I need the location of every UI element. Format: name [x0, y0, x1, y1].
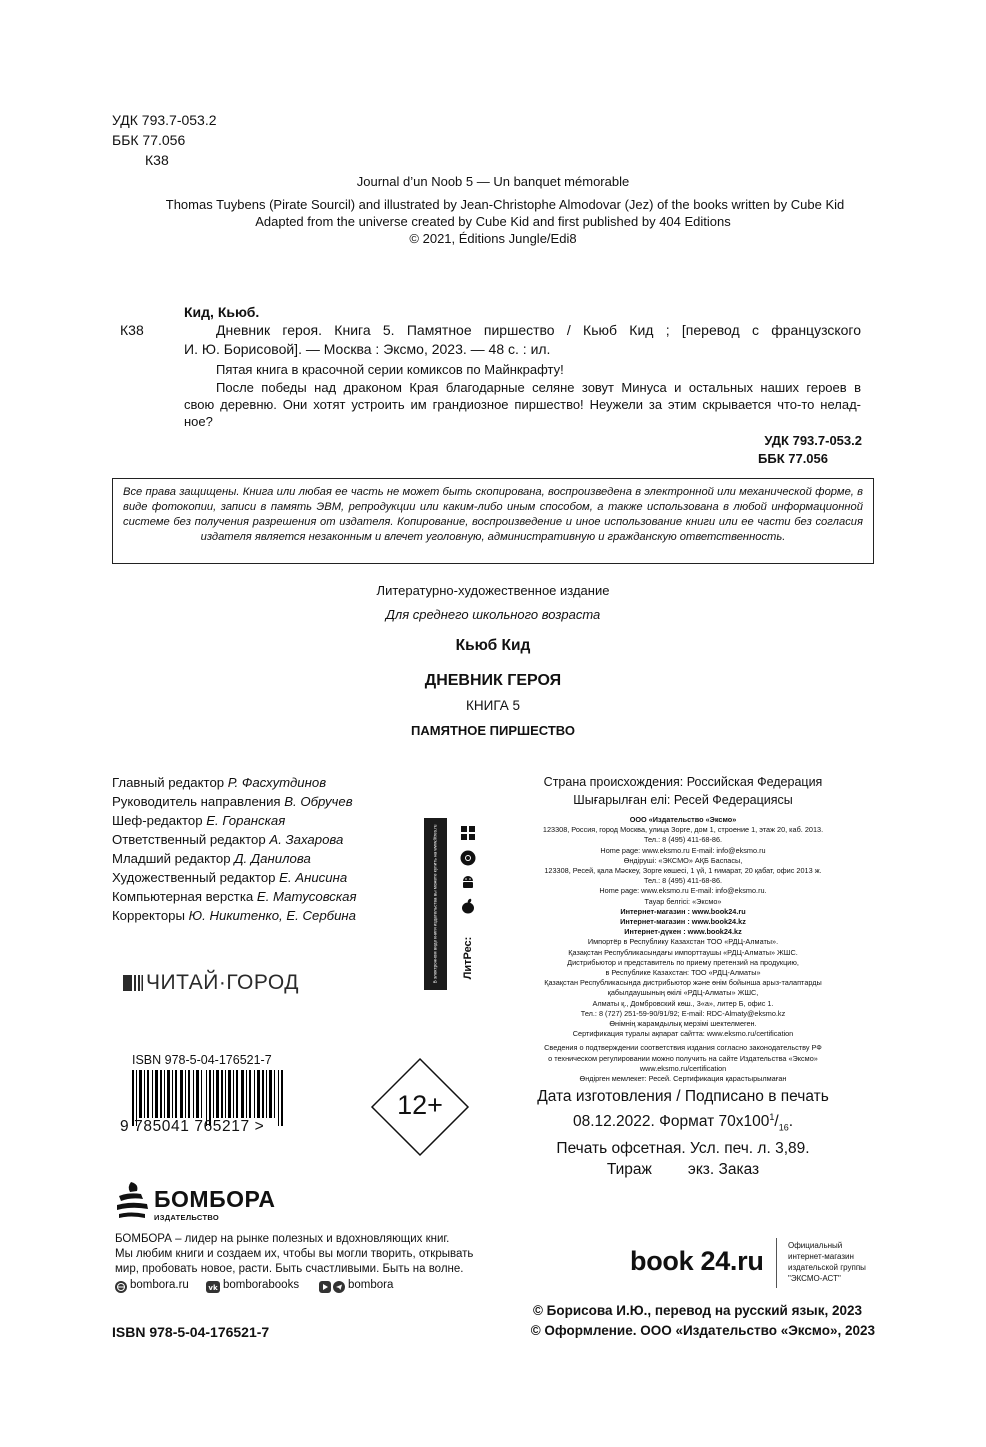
svg-text:vk: vk — [208, 1284, 218, 1292]
bombora-vk[interactable]: bomborabooks — [223, 1279, 300, 1291]
catalog-description-2: И. Ю. Борисовой]. — Москва : Эксмо, 2023. — 48 с. : ил. — [184, 341, 551, 357]
print-line-2: 08.12.2022. Формат $70x100^1/_{16}$. — [572, 1112, 794, 1133]
book-number: КНИГА 5 — [466, 698, 520, 713]
pub-line: Тел.: 8 (727) 251-59-90/91/92; E-mail: RDC-Almaty@eksmo.kz — [580, 1008, 786, 1018]
credit-line: Шеф-редактор Е. Горанская — [112, 813, 286, 828]
litres-vertical-text: В электронном виде книги издательства вы можете купить на www.litres.ru — [432, 824, 438, 984]
bombora-slogan-3: мир, пробовать новое, расти. Быть счастливыми. Быть на волне. — [115, 1263, 464, 1275]
print-line-3: Печать офсетная. Усл. печ. л. 3,89. — [556, 1140, 810, 1158]
litres-banner — [424, 818, 482, 990]
original-credits-1: Thomas Tuybens (Pirate Sourcil) and illustrated by Jean-Christophe Almodovar (Jez) of the books written by Cube Kid — [165, 197, 845, 212]
catalog-heading: Кид, Кьюб. — [184, 304, 260, 320]
chitai-gorod-mark-icon — [123, 973, 143, 993]
edition-audience: Для среднего школьного возраста — [385, 607, 601, 622]
bombora-subtitle: ИЗДАТЕЛЬСТВО — [154, 1213, 219, 1222]
catalog-annotation-4: ное? — [184, 414, 213, 429]
web-icon — [115, 1280, 127, 1292]
catalog-code: К38 — [120, 322, 144, 338]
editorial-credits — [112, 773, 357, 925]
pub-line: www.eksmo.ru/certification — [639, 1063, 727, 1073]
pub-line: Импортёр в Республику Казахстан ТОО «РДЦ-Алматы». — [587, 937, 779, 947]
book24-divider — [776, 1238, 777, 1288]
pub-line: Тел.: 8 (495) 411-68-86. — [643, 876, 723, 886]
pub-line: Home page: www.eksmo.ru E-mail: info@eksmo.ru — [600, 845, 766, 855]
credit-line: Корректоры Ю. Никитенко, Е. Сербина — [112, 908, 357, 923]
edition-type: Литературно-художественное издание — [376, 583, 610, 598]
chitai-gorod-logo: ЧИТАЙ·ГОРОД — [146, 971, 299, 994]
android-icon — [460, 874, 476, 890]
pub-line: Сертификация туралы ақпарат сайтта: www.eksmo.ru/certification — [572, 1029, 794, 1039]
credit-line: Ответственный редактор А. Захарова — [112, 832, 344, 847]
pub-line: Қазақстан Республикасындағы импорттаушы «РДЦ-Алматы» ЖШС. — [568, 947, 798, 957]
chrome-icon — [460, 850, 476, 866]
book24-description: Официальный интернет-магазин издательской группы "ЭКСМО-АСТ" — [788, 1241, 866, 1283]
bombora-logo-icon — [115, 1180, 151, 1224]
pub-line: Алматы қ., Домбровский көш., 3«а», литер Б, офис 1. — [592, 998, 774, 1008]
pub-line: Өндірген мемлекет: Ресей. Сертификация қарастырылмаған — [579, 1074, 787, 1084]
bombora-name: БОМБОРА — [154, 1186, 276, 1212]
udk-code: УДК 793.7-053.2 — [112, 112, 217, 128]
catalog-annotation-2: После победы над драконом Края благодарные селяне зовут Минуса и остальных наших героев в — [216, 380, 861, 395]
bbk-code: ББК 77.056 — [112, 132, 186, 148]
pub-line: Сведения о подтверждении соответствия издания согласно законодательству РФ — [544, 1043, 822, 1053]
windows-icon — [461, 826, 475, 840]
credit-line: Художественный редактор Е. Анисина — [112, 870, 348, 885]
book-author: Кьюб Кид — [455, 637, 531, 654]
pub-line: Интернет-магазин : www.book24.kz — [620, 917, 746, 927]
copyright-translation: © Борисова И.Ю., перевод на русский язык, 2023 — [532, 1303, 862, 1318]
pub-line: Home page: www.eksmo.ru E-mail: info@eksmo.ru. — [599, 886, 767, 896]
print-line-1: Дата изготовления / Подписано в печать — [537, 1088, 829, 1105]
copyright-design: © Оформление. ООО «Издательство «Эксмо», 2023 — [530, 1323, 875, 1338]
catalog-annotation-1: Пятая книга в красочной серии комиксов по Майнкрафту! — [216, 362, 564, 377]
isbn-bottom: ISBN 978-5-04-176521-7 — [112, 1324, 270, 1340]
credit-line: Компьютерная верстка Е. Матусовская — [112, 889, 357, 904]
pub-line: Өнімнің жарамдылық мерзімі шектелмеген. — [609, 1019, 757, 1029]
video-icon — [319, 1280, 331, 1292]
apple-icon — [461, 898, 475, 914]
pub-line: о техническом регулировании можно получить на сайте Издательства «Эксмо» — [548, 1053, 818, 1063]
pub-line: Өндіруші: «ЭКСМО» АҚБ Баспасы, — [623, 855, 743, 865]
credit-line: Руководитель направления В. Обручев — [112, 794, 353, 809]
book-title: ПАМЯТНОЕ ПИРШЕСТВО — [411, 723, 575, 738]
bombora-slogan-2: Мы любим книги и создаем их, чтобы вы могли творить, открывать — [115, 1248, 474, 1260]
book24-logo: book 24.ru — [630, 1246, 764, 1276]
publisher-details — [508, 815, 858, 1084]
pub-line: Дистрибьютор и представитель по приему претензий на продукцию, — [567, 957, 799, 967]
telegram-icon — [333, 1280, 345, 1292]
barcode-digits: 9 785041 765217 > — [120, 1118, 265, 1135]
pub-line: Интернет-магазин : www.book24.ru — [620, 906, 746, 916]
pub-line: в Республике Казахстан: ТОО «РДЦ-Алматы» — [605, 968, 761, 978]
author-code: К38 — [145, 152, 169, 168]
print-line-4: Тираж экз. Заказ — [606, 1161, 760, 1179]
bombora-site[interactable]: bombora.ru — [130, 1279, 189, 1291]
original-copyright: © 2021, Éditions Jungle/Edi8 — [409, 231, 577, 246]
bombora-social[interactable]: bombora — [348, 1279, 394, 1291]
catalog-description-1: Дневник героя. Книга 5. Памятное пиршество / Кьюб Кид ; [перевод с французского — [216, 322, 861, 338]
credit-line: Младший редактор Д. Данилова — [112, 851, 311, 866]
print-info — [508, 1086, 858, 1180]
pub-line: қабылдаушының өкілі «РДЦ-Алматы» ЖШС, — [607, 988, 759, 998]
isbn-top: ISBN 978-5-04-176521-7 — [132, 1053, 272, 1067]
credit-line: Главный редактор Р. Фасхутдинов — [112, 775, 327, 790]
litres-logo: ЛитРес: — [462, 936, 474, 980]
pub-line: Тел.: 8 (495) 411-68-86. — [643, 835, 723, 845]
pub-line: Қазақстан Республикасында дистрибьютор және өнім бойынша арыз-талаптарды — [544, 978, 822, 988]
pub-line: Интернет-дүкен : www.book24.kz — [624, 927, 742, 937]
catalog-udk: УДК 793.7-053.2 — [764, 433, 862, 448]
rights-notice-box — [112, 478, 874, 564]
catalog-bbk: ББК 77.056 — [758, 451, 828, 466]
rights-notice: Все права защищены. Книга или любая ее часть не может быть скопирована, воспроизведена в электронной или механической форме, в виде фотокопии, записи в память ЭВМ, репродукции или каким-либо иным способом, а также использована в любой информационной системе без получения разрешения от издателя. Копирование, воспроизведение и иное использование книги или ее части без согласия издателя является незаконным и влечет уголовную, административную и гражданскую ответственность. — [123, 486, 863, 543]
vk-icon — [206, 1280, 220, 1292]
pub-line: 123308, Россия, город Москва, улица Зорге, дом 1, строение 1, этаж 20, каб. 2013. — [542, 825, 824, 835]
original-title: Journal d’un Noob 5 — Un banquet mémorable — [356, 174, 630, 189]
book-series: ДНЕВНИК ГЕРОЯ — [424, 672, 562, 689]
pub-line: ООО «Издательство «Эксмо» — [629, 815, 737, 824]
original-credits-2: Adapted from the universe created by Cube Kid and first published by 404 Editions — [255, 214, 731, 229]
bombora-slogan-1: БОМБОРА – лидер на рынке полезных и вдохновляющих книг. — [115, 1233, 450, 1245]
age-rating-text: 12+ — [397, 1090, 443, 1120]
country-of-origin-ru: Страна происхождения: Российская Федерация — [543, 775, 823, 789]
pub-line: 123308, Ресей, қала Мәскеу, Зорге көшесі, 1 үй, 1 ғимарат, 20 қабат, офис 2013 ж. — [544, 866, 822, 876]
catalog-annotation-3: свою деревню. Они хотят устроить им грандиозное пиршество! Неужели за этим скрывается что-то нелад- — [184, 397, 861, 412]
age-rating-badge — [370, 1057, 470, 1157]
pub-line: Тауар белгісі: «Эксмо» — [644, 896, 722, 906]
country-of-origin-kz: Шығарылған елі: Ресей Федерациясы — [573, 793, 793, 807]
